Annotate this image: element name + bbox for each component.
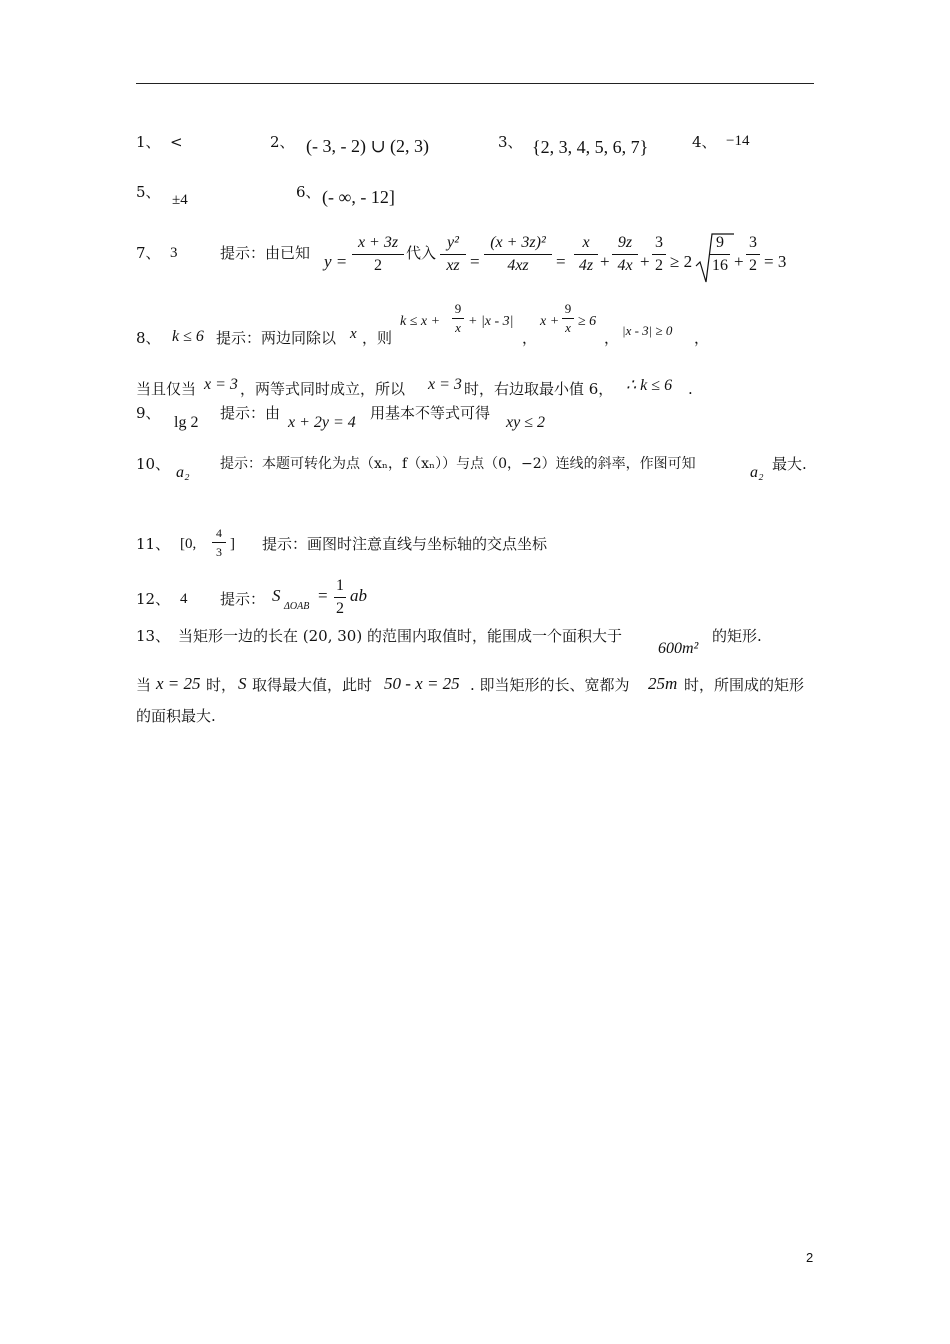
answer-8-line2-x2: x = 3 [428, 376, 462, 393]
answer-9-hint: 提示：由 [220, 404, 281, 422]
answer-7-frac-8: 3 2 [746, 234, 760, 275]
answer-9-mid: 用基本不等式可得 [370, 404, 491, 422]
answer-8-line2-d: ∴ k ≤ 6 [626, 377, 673, 394]
answer-7-plus1: + [600, 252, 610, 271]
answer-7-frac-2: y² xz [440, 234, 466, 275]
answer-8-line2-b: ，两等式同时成立，所以 [240, 380, 406, 398]
answer-7-plus3: + [734, 252, 744, 271]
answer-8-then: ，则 [362, 329, 393, 347]
answer-13-line1-tail: 的矩形. [712, 627, 762, 645]
answer-13-line2-a: 当 [136, 676, 152, 694]
answer-1-number: 1、 [136, 133, 161, 151]
answer-12-hint: 提示： [220, 590, 266, 608]
answer-6-number: 6、 [296, 183, 321, 201]
answer-6: (- ∞, - 12] [322, 187, 395, 207]
answer-12-number: 12、 [136, 590, 171, 608]
answer-11-b: ] [230, 536, 235, 552]
answer-7: 3 [170, 245, 178, 261]
answer-9-res: xy ≤ 2 [506, 414, 545, 431]
answer-7-number: 7、 [136, 244, 161, 262]
answer-8-line2-e: . [688, 380, 693, 398]
answer-4: −14 [726, 133, 750, 149]
answer-13-line2-m: 25m [648, 674, 678, 693]
answer-4-number: 4、 [692, 133, 717, 151]
page-number: 2 [806, 1250, 814, 1265]
answer-8-expr3: |x - 3| ≥ 0 [622, 323, 673, 338]
answer-8: k ≤ 6 [172, 328, 204, 345]
answer-12-sub: ΔOAB [284, 601, 310, 612]
answer-8-expr2-b: ≥ 6 [578, 314, 597, 329]
answer-7-frac-3: (x + 3z)² 4xz [484, 234, 552, 275]
answer-8-expr1-b: + |x - 3| [468, 314, 514, 329]
answer-13-line2-e: 时，所围成的矩形 [684, 676, 805, 694]
answer-7-mid: 代入 [406, 244, 437, 262]
answer-8-expr1-frac: 9 x [452, 302, 464, 335]
answer-8-expr2-frac: 9 x [562, 302, 574, 335]
answer-13-number: 13、 [136, 627, 171, 645]
answer-1: < [170, 133, 183, 151]
answer-10-tail: 最大. [772, 455, 807, 473]
header-rule [136, 83, 814, 84]
answer-12-eq: = [318, 586, 328, 605]
answer-11-hint: 提示：画图时注意直线与坐标轴的交点坐标 [262, 535, 548, 553]
answer-9: lg 2 [174, 414, 199, 431]
answer-2: (- 3, - 2) ∪ (2, 3) [306, 136, 430, 156]
answer-9-expr: x + 2y = 4 [288, 414, 356, 431]
answer-8-line2-x: x = 3 [204, 376, 238, 393]
answer-2-number: 2、 [270, 133, 295, 151]
answer-7-eq2: = [556, 252, 566, 271]
answer-8-line2-c: 时，右边取最小值 6， [464, 380, 614, 398]
answer-7-y-eq: y = [324, 252, 348, 271]
answer-9-number: 9、 [136, 404, 161, 422]
answer-8-comma1: ， [522, 329, 538, 347]
answer-8-var: x [350, 326, 357, 342]
answer-7-plus2: + [640, 252, 650, 271]
answer-7-hint: 提示：由已知 [220, 244, 311, 262]
answer-10-ans2: a₂ [750, 464, 764, 481]
answer-12-s: S [272, 586, 281, 605]
answer-10-hint: 提示：本题可转化为点（xₙ，f（xₙ））与点（0，−2）连线的斜率，作图可知 [220, 456, 696, 472]
answer-11-frac: 4 3 [212, 526, 226, 559]
answer-13-line1: 当矩形一边的长在 (20, 30) 的范围内取值时，能围成一个面积大于 [178, 627, 622, 645]
answer-7-frac-7: 9 16 [712, 234, 728, 274]
answer-10-number: 10、 [136, 455, 171, 473]
answer-8-hint: 提示：两边同除以 [216, 329, 337, 347]
answer-7-frac-5: 9z 4x [612, 234, 638, 275]
answer-13-line2-c: 取得最大值，此时 [252, 676, 373, 694]
answer-8-number: 8、 [136, 329, 161, 347]
answer-7-ge: ≥ 2 [670, 252, 693, 271]
answer-12: 4 [180, 591, 188, 607]
answer-5: ±4 [172, 192, 188, 208]
answer-10: a₂ [176, 464, 190, 481]
answer-12-ab: ab [350, 586, 367, 605]
answer-8-expr2-a: x + [540, 314, 560, 329]
answer-7-eq1: = [470, 252, 480, 271]
answer-8-expr1-a: k ≤ x + [400, 314, 441, 329]
answer-7-frac-1: x + 3z 2 [352, 234, 404, 275]
answer-7-frac-6: 3 2 [652, 234, 666, 275]
answer-12-frac: 1 2 [336, 577, 344, 617]
answer-5-number: 5、 [136, 183, 161, 201]
answer-8-comma3: ， [694, 329, 710, 347]
answer-3: {2, 3, 4, 5, 6, 7} [532, 137, 649, 157]
answer-8-line2-a: 当且仅当 [136, 380, 197, 398]
answer-13-area: 600m² [658, 640, 699, 657]
answer-7-result: = 3 [764, 252, 787, 271]
answer-13-line2-b: 时， [206, 676, 237, 694]
answer-7-frac-4: x 4z [574, 234, 598, 275]
answer-13-line2-d: . 即当矩形的长、宽都为 [470, 676, 630, 694]
answer-13-line2-s: S [238, 674, 247, 693]
answer-13-line2-x: x = 25 [156, 674, 201, 693]
answer-11-number: 11、 [136, 535, 171, 553]
answer-8-comma2: ， [604, 329, 620, 347]
answer-13-line3: 的面积最大. [136, 707, 216, 725]
answer-3-number: 3、 [498, 133, 523, 151]
answer-11-a: [0, [180, 536, 197, 552]
answer-13-line2-expr: 50 - x = 25 [384, 674, 460, 693]
